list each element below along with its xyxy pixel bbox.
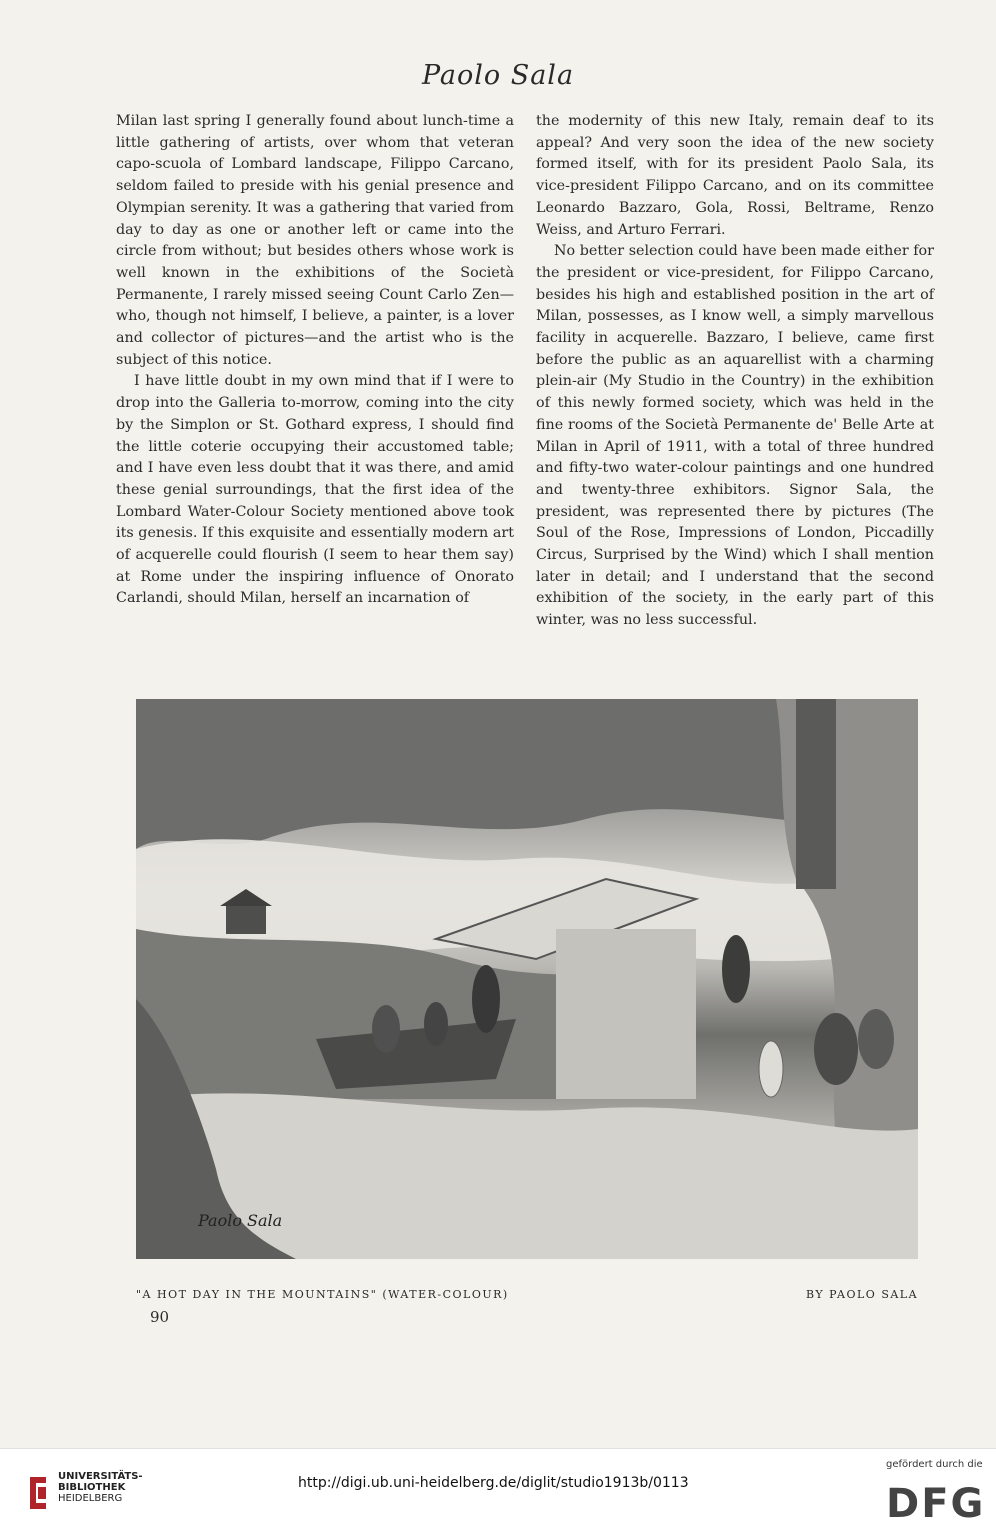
figure-group	[814, 1013, 858, 1085]
figure	[472, 965, 500, 1033]
library-logo-icon	[26, 1473, 50, 1513]
library-name-line: UNIVERSITÄTS-	[58, 1471, 143, 1482]
figure	[372, 1005, 400, 1053]
distant-hut	[226, 904, 266, 934]
dfg-logo: DFG	[886, 1481, 986, 1527]
tower	[796, 699, 836, 889]
paragraph: No better selection could have been made either for the president or vice-president, for Filippo Carcano, besides his high and established position in the art of Milan, possesses, as I know well, a simply marvellous facility in acquerelle. Bazzaro, I believe, came first before the public as an aquarellist with a charming plein-air (My Studio in the Country) in the exhibition of this newly formed society, which was held in the fine rooms of the Società Permanente de' Belle Arte at Milan in April of 1911, with a total of three hundred and fifty-two water-colour paintings and one hundred and twenty-three exhibitors. Signor Sala, the president, was represented there by pictures (The Soul of the Rose, Impressions of London, Piccadilly Circus, Surprised by the Wind) which I shall mention later in detail; and I understand that the second exhibition of the society, in the early part of this winter, was no less successful.	[536, 243, 934, 629]
paragraph: the modernity of this new Italy, remain deaf to its appeal? And very soon the idea of the new society formed itself, with for its president Paolo Sala, its vice-president Filippo Carcano, and on its committee Leonardo Bazzaro, Gola, Rossi, Beltrame, Renzo Weiss, and Arturo Ferrari.	[536, 113, 934, 238]
digitization-footer	[0, 1448, 996, 1537]
child-figure	[759, 1041, 783, 1097]
watercolour-illustration	[136, 699, 918, 1259]
library-name-line: HEIDELBERG	[58, 1493, 123, 1504]
page-number: 90	[150, 1308, 170, 1326]
library-name	[58, 1471, 143, 1504]
library-name-line: BIBLIOTHEK	[58, 1482, 126, 1493]
stone-house	[556, 929, 696, 1099]
figure	[722, 935, 750, 1003]
figure	[424, 1002, 448, 1046]
article-left-column	[116, 111, 514, 610]
permalink[interactable]: http://digi.ub.uni-heidelberg.de/diglit/studio1913b/0113	[298, 1475, 689, 1491]
paragraph: Milan last spring I generally found about lunch-time a little gathering of artists, over whom that veteran capo-scuola of Lombard landscape, Filippo Carcano, seldom failed to preside with his genial presence and Olympian serenity. It was a gathering that varied from day to day as one or another left or came into the circle from without; but besides others whose work is well known in the exhibitions of the Società Permanente, I rarely missed seeing Count Carlo Zen—who, though not himself, I believe, a painter, is a lover and collector of pictures—and the artist who is the subject of this notice.	[116, 113, 514, 368]
figure-group	[858, 1009, 894, 1069]
funding-label: gefördert durch die	[886, 1459, 983, 1470]
article-right-column	[536, 111, 934, 632]
figure-credit: BY PAOLO SALA	[806, 1288, 919, 1301]
figure-caption: "A HOT DAY IN THE MOUNTAINS" (WATER-COLOUR)	[136, 1288, 509, 1301]
paragraph: I have little doubt in my own mind that if I were to drop into the Galleria to-morrow, coming into the city by the Simplon or St. Gothard express, I should find the little coterie occupying their accustomed table; and I have even less doubt that it was there, and amid these genial surroundings, that the first idea of the Lombard Water-Colour Society mentioned above took its genesis. If this exquisite and essentially modern art of acquerelle could flourish (I seem to hear them say) at Rome under the inspiring influence of Onorato Carlandi, should Milan, herself an incarnation of	[116, 373, 514, 607]
illustration-drawing	[136, 699, 918, 1259]
artist-signature: Paolo Sala	[198, 1211, 283, 1230]
page-title: Paolo Sala	[421, 60, 575, 91]
